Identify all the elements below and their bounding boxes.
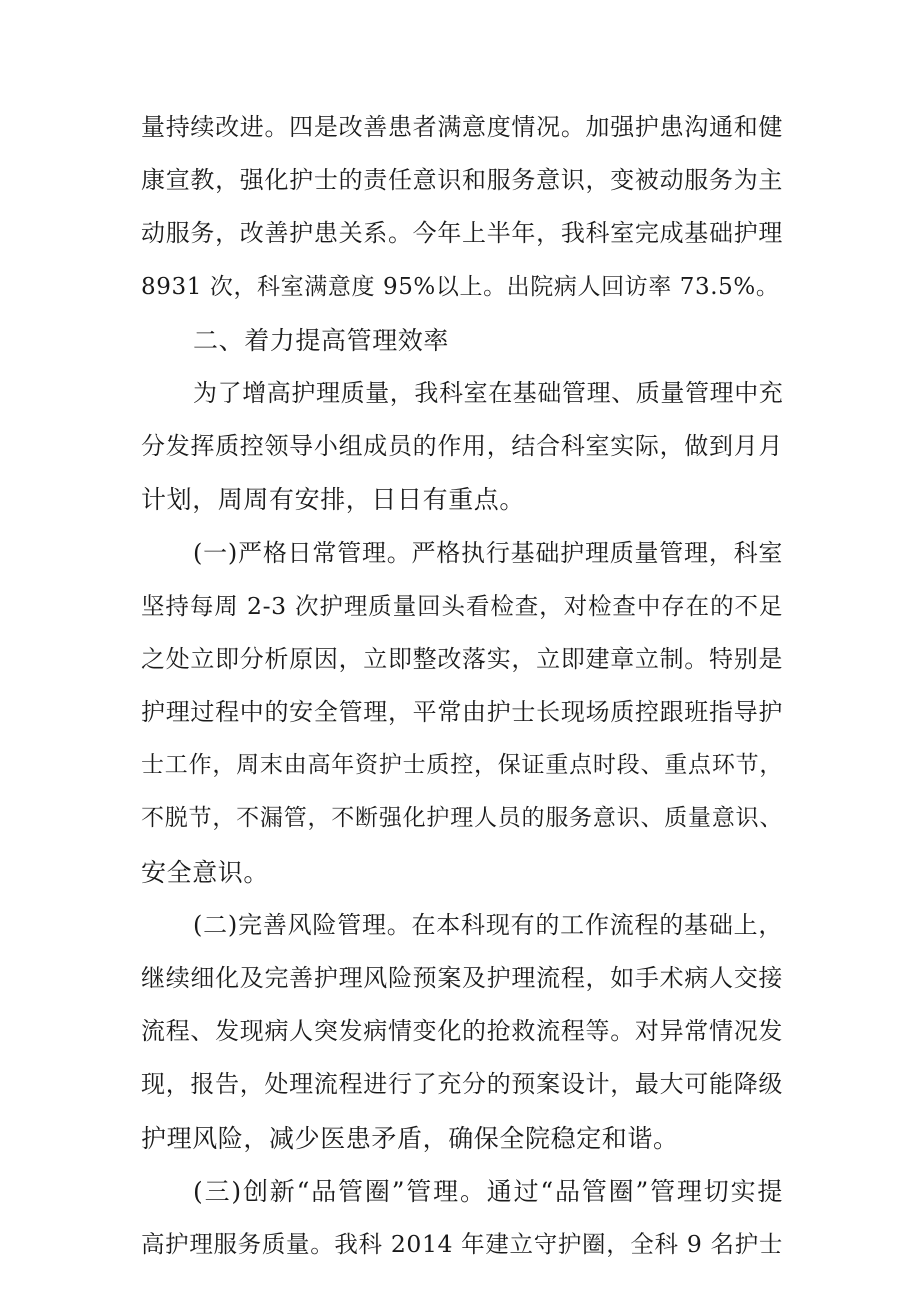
text-line: (二)完善风险管理。在本科现有的工作流程的基础上， xyxy=(193,910,783,939)
text-line: 动服务，改善护患关系。今年上半年，我科室完成基础护理 xyxy=(141,219,783,248)
section-heading: 二、着力提高管理效率 xyxy=(193,325,450,355)
text-line: 不脱节，不漏管，不断强化护理人员的服务意识、质量意识、 xyxy=(141,805,783,832)
text-line: 安全意识。 xyxy=(141,857,270,887)
text-line: (一)严格日常管理。严格执行基础护理质量管理，科室 xyxy=(193,538,783,567)
text-line: 之处立即分析原因，立即整改落实，立即建章立制。特别是 xyxy=(141,644,783,673)
text-line: 分发挥质控领导小组成员的作用，结合科室实际，做到月月 xyxy=(141,432,783,461)
text-line: 计划，周周有安排，日日有重点。 xyxy=(141,485,526,515)
text-line: 量持续改进。四是改善患者满意度情况。加强护患沟通和健 xyxy=(141,113,783,141)
text-line: 护理过程中的安全管理，平常由护士长现场质控跟班指导护 xyxy=(141,698,783,727)
text-line: 8931 次，科室满意度 95%以上。出院病人回访率 73.5%。 xyxy=(141,273,780,300)
text-line: 康宣教，强化护士的责任意识和服务意识，变被动服务为主 xyxy=(141,166,783,195)
text-line: 流程、发现病人突发病情变化的抢救流程等。对异常情况发 xyxy=(141,1017,783,1046)
text-line: 为了增高护理质量，我科室在基础管理、质量管理中充 xyxy=(193,378,784,407)
text-line: 护理风险，减少医患矛盾，确保全院稳定和谐。 xyxy=(141,1123,679,1153)
text-line: 继续细化及完善护理风险预案及护理流程，如手术病人交接 xyxy=(141,964,783,992)
text-line: 坚持每周 2-3 次护理质量回头看检查，对检查中存在的不足 xyxy=(141,591,783,620)
text-line: 高护理服务质量。我科 2014 年建立守护圈，全科 9 名护士 xyxy=(141,1229,783,1258)
text-line: 现，报告，处理流程进行了充分的预案设计，最大可能降级 xyxy=(141,1070,783,1099)
text-line: (三)创新“品管圈”管理。通过“品管圈”管理切实提 xyxy=(193,1176,783,1206)
text-line: 士工作，周末由高年资护士质控，保证重点时段、重点环节， xyxy=(141,752,783,779)
document-body xyxy=(141,101,783,1271)
